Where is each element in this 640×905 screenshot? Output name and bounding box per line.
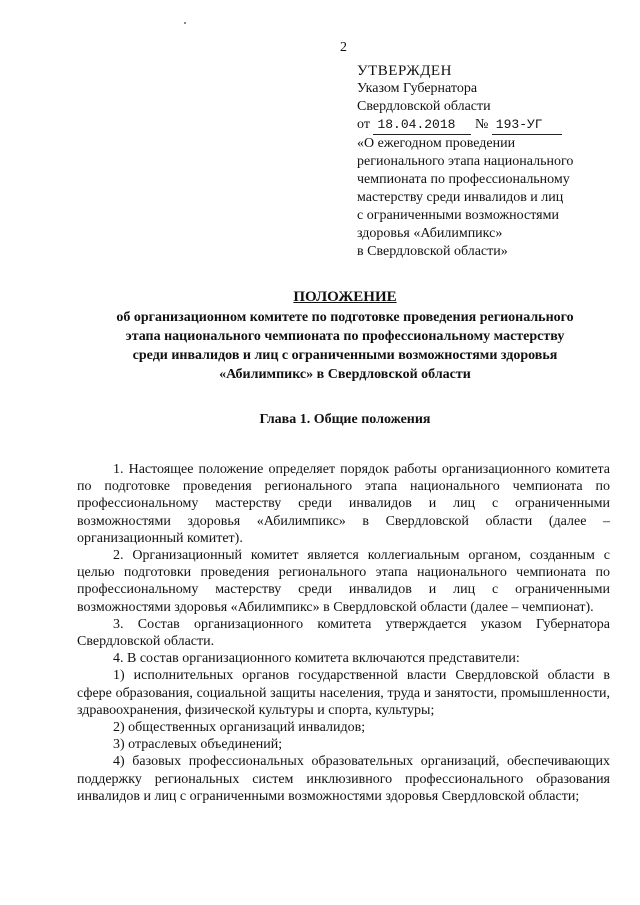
subject-line: с ограниченными возможностями: [357, 208, 559, 223]
title-line: этапа национального чемпионата по профессиональному мастерству: [125, 329, 565, 344]
subject-line: регионального этапа национального: [357, 154, 574, 169]
paragraph: 3. Состав организационного комитета утверждается указом Губернатора Свердловской области.: [77, 616, 610, 650]
approval-block: [357, 62, 627, 261]
title-line: об организационном комитете по подготовке проведения регионального: [116, 310, 574, 325]
from-label: от: [357, 117, 370, 132]
subject-line: мастерству среди инвалидов и лиц: [357, 190, 564, 205]
paragraph: 2) общественных организаций инвалидов;: [113, 720, 366, 736]
paragraph: 2. Организационный комитет является коллегиальным органом, созданным с целью подготовки проведения регионального этапа национального чемпионата по профессиональному мастерству среди инвалидов и лиц с ограниченными возможностями здоровья «Абилимпикс» в Свердловской области (далее – чемпионат).: [77, 548, 610, 615]
paragraph: 4) базовых профессиональных образовательных организаций, обеспечивающих поддержку региональных систем инклюзивного профессионального образования инвалидов и лиц с ограниченными возможностями здоровья Свердловской области;: [77, 754, 610, 804]
document-title: [80, 288, 610, 384]
title-heading: ПОЛОЖЕНИЕ: [293, 289, 397, 305]
title-line: среди инвалидов и лиц с ограниченными возможностями здоровья: [132, 348, 558, 363]
approval-heading: УТВЕРЖДЕН: [357, 63, 452, 79]
body-text: [77, 461, 610, 805]
subject-line: здоровья «Абилимпикс»: [357, 226, 503, 241]
scan-speck: [184, 22, 186, 24]
subject-line: «О ежегодном проведении: [357, 136, 516, 151]
paragraph: 4. В состав организационного комитета включаются представители:: [113, 651, 520, 667]
title-line: «Абилимпикс» в Свердловской области: [219, 367, 471, 382]
approval-line: Указом Губернатора: [357, 81, 478, 96]
approval-line: Свердловской области: [357, 99, 491, 114]
approval-date-line: [357, 116, 627, 135]
approval-date: 18.04.2018: [373, 116, 471, 135]
page-number: 2: [340, 40, 347, 55]
approval-number: 193-УГ: [492, 116, 562, 135]
subject-line: чемпионата по профессиональному: [357, 172, 570, 187]
paragraph: 1) исполнительных органов государственной власти Свердловской области в сфере образования, социальной защиты населения, труда и занятости, промышленности, здравоохранения, физической культуры и спорта, культуры;: [77, 668, 610, 718]
chapter-heading: Глава 1. Общие положения: [259, 412, 431, 427]
paragraph: 3) отраслевых объединений;: [113, 737, 283, 753]
paragraph: 1. Настоящее положение определяет порядок работы организационного комитета по подготовке проведения регионального этапа национального чемпионата по профессиональному мастерству среди инвалидов и лиц с ограниченными возможностями здоровья «Абилимпикс» в Свердловской области (далее – организационный комитет).: [77, 462, 610, 546]
subject-line: в Свердловской области»: [357, 244, 508, 259]
number-label: №: [474, 117, 489, 132]
